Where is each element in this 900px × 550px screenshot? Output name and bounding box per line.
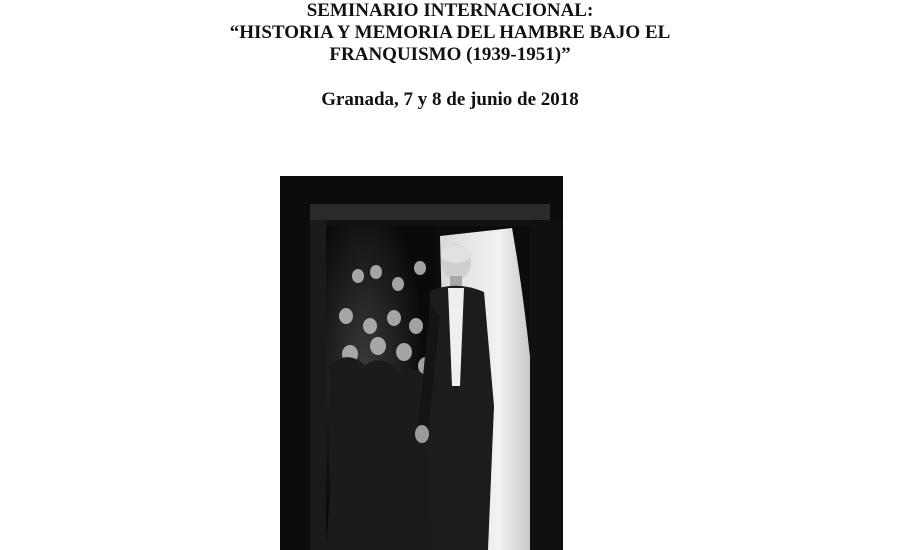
title-line-1: SEMINARIO INTERNACIONAL: (306, 0, 594, 21)
title-line-2: “HISTORIA Y MEMORIA DEL HAMBRE BAJO EL (229, 22, 671, 43)
title-line-3: FRANQUISMO (1939-1951)” (329, 44, 571, 65)
black-and-white-photo (280, 176, 563, 550)
event-date: Granada, 7 y 8 de junio de 2018 (321, 89, 579, 110)
photo-illustration (280, 176, 563, 550)
seminar-title (0, 0, 900, 66)
